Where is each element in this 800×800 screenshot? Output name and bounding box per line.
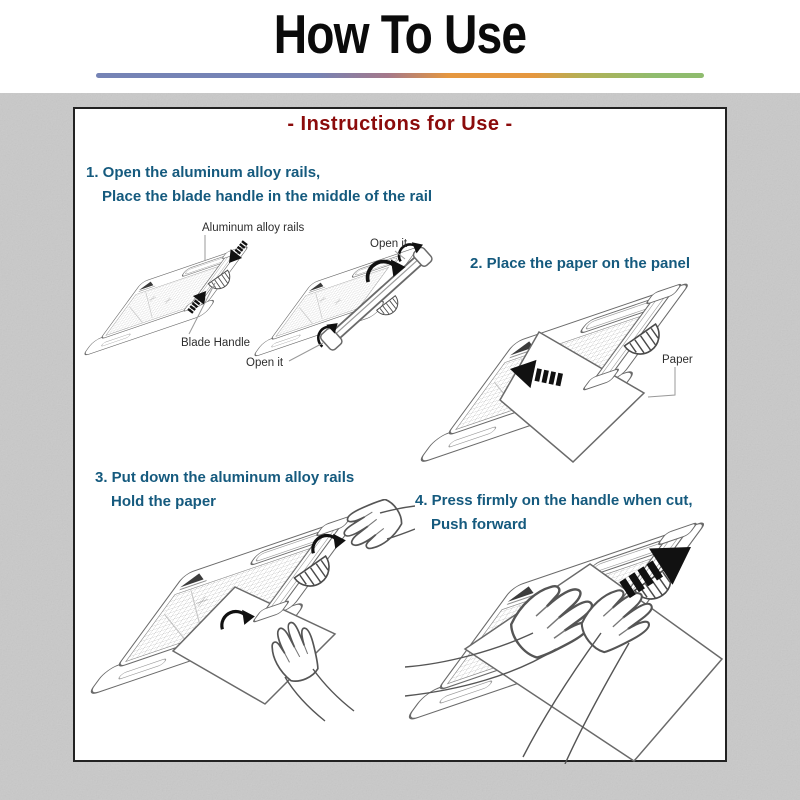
- label-aluminum-rails: Aluminum alloy rails: [202, 222, 305, 234]
- step1-line1: 1. Open the aluminum alloy rails,: [86, 164, 321, 181]
- step2-illustration: [415, 274, 729, 469]
- step1-line2: Place the blade handle in the middle of the rail: [102, 188, 433, 205]
- step4-line1: 4. Press firmly on the handle when cut,: [415, 492, 693, 509]
- step3-line2: Hold the paper: [111, 493, 217, 510]
- step3-illustration: [85, 499, 415, 724]
- gradient-divider: [96, 73, 704, 78]
- leader-line: [648, 367, 675, 397]
- step3-line1: 3. Put down the aluminum alloy rails: [95, 469, 355, 486]
- step2-text: [470, 252, 690, 276]
- paper-sheet: [465, 564, 722, 761]
- leader-line: [289, 343, 323, 361]
- label-paper: Paper: [662, 354, 693, 366]
- step2-line1: 2. Place the paper on the panel: [470, 255, 691, 272]
- label-open-it-top: Open it: [370, 238, 408, 250]
- instructions-heading: - Instructions for Use -: [287, 113, 513, 135]
- page-title: How To Use: [273, 3, 527, 65]
- hand: [337, 499, 408, 559]
- instructions-panel: [73, 107, 727, 762]
- step4-illustration: [405, 509, 729, 764]
- step1-text: [86, 161, 432, 209]
- label-blade-handle: Blade Handle: [181, 337, 251, 349]
- label-open-it-bottom: Open it: [246, 357, 284, 369]
- step4-line2: Push forward: [431, 516, 527, 533]
